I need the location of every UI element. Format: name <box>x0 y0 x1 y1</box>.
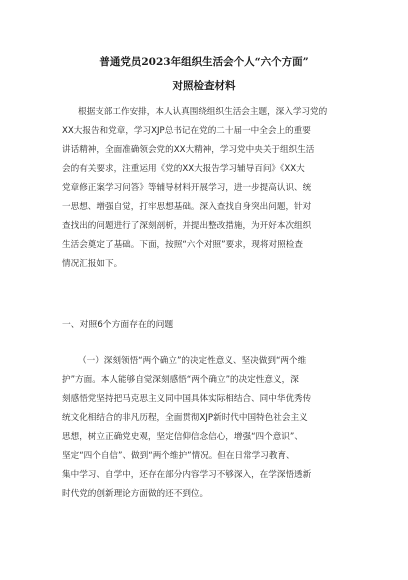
item1-paragraph-line: 思想，树立正确党史观，坚定信仰信念信心，增强“四个意识”、 <box>62 432 303 442</box>
intro-paragraph-line: 讲话精神，全面准确领会党的XX大精神，学习党中央关于组织生活 <box>62 145 315 155</box>
item1-paragraph-line: 时代党的创新理论方面做的还不到位。 <box>62 489 209 499</box>
intro-paragraph-line: 查找出的问题进行了深刻剖析，并提出整改措施，为开好本次组织 <box>62 221 312 231</box>
intro-paragraph-line: 党章修正案学习问答》等辅导材料开展学习，进一步提高认识、统 <box>62 183 312 193</box>
item1-paragraph-line: （一）深刻领悟“两个确立”的决定性意义、坚决做到“两个维 <box>78 356 307 366</box>
item1-paragraph-line: 统文化相结合的非凡历程，全面贯彻XJP新时代中国特色社会主义 <box>62 413 308 423</box>
document-title-line-2: 对照检查材料 <box>172 80 236 92</box>
document-title-line-1: 普通党员2023年组织生活会个人“六个方面” <box>99 56 309 68</box>
item1-paragraph-line: 集中学习、自学中，还存在部分内容学习不够深入，在学深悟透新 <box>62 470 312 480</box>
item1-paragraph-line: 坚定“四个自信”、做到“两个维护”情况。但在日常学习教育、 <box>62 451 295 461</box>
section-heading: 一、对照6个方面存在的问题 <box>62 320 174 330</box>
intro-paragraph-line: 生活会奠定了基础。下面，按照“六个对照”要求，现将对照检查 <box>62 240 303 250</box>
intro-paragraph-line: 根据支部工作安排，本人认真围绕组织生活会主题，深入学习党的 <box>78 107 328 117</box>
intro-paragraph-line: 情况汇报如下。 <box>62 259 123 269</box>
item1-paragraph-line: 护”方面。本人能够自觉深刻感悟“两个确立”的决定性意义，深 <box>62 375 299 385</box>
intro-paragraph-line: 一思想、增强自觉，打牢思想基础。深入查找自身突出问题，针对 <box>62 202 312 212</box>
intro-paragraph-line: XX大报告和党章，学习XJP总书记在党的二十届一中全会上的重要 <box>62 126 311 136</box>
item1-paragraph-line: 刻感悟党坚持把马克思主义同中国具体实际相结合、同中华优秀传 <box>62 394 312 404</box>
intro-paragraph-line: 会的有关要求，注重运用《党的XX大报告学习辅导百问》《XX大 <box>62 164 305 174</box>
